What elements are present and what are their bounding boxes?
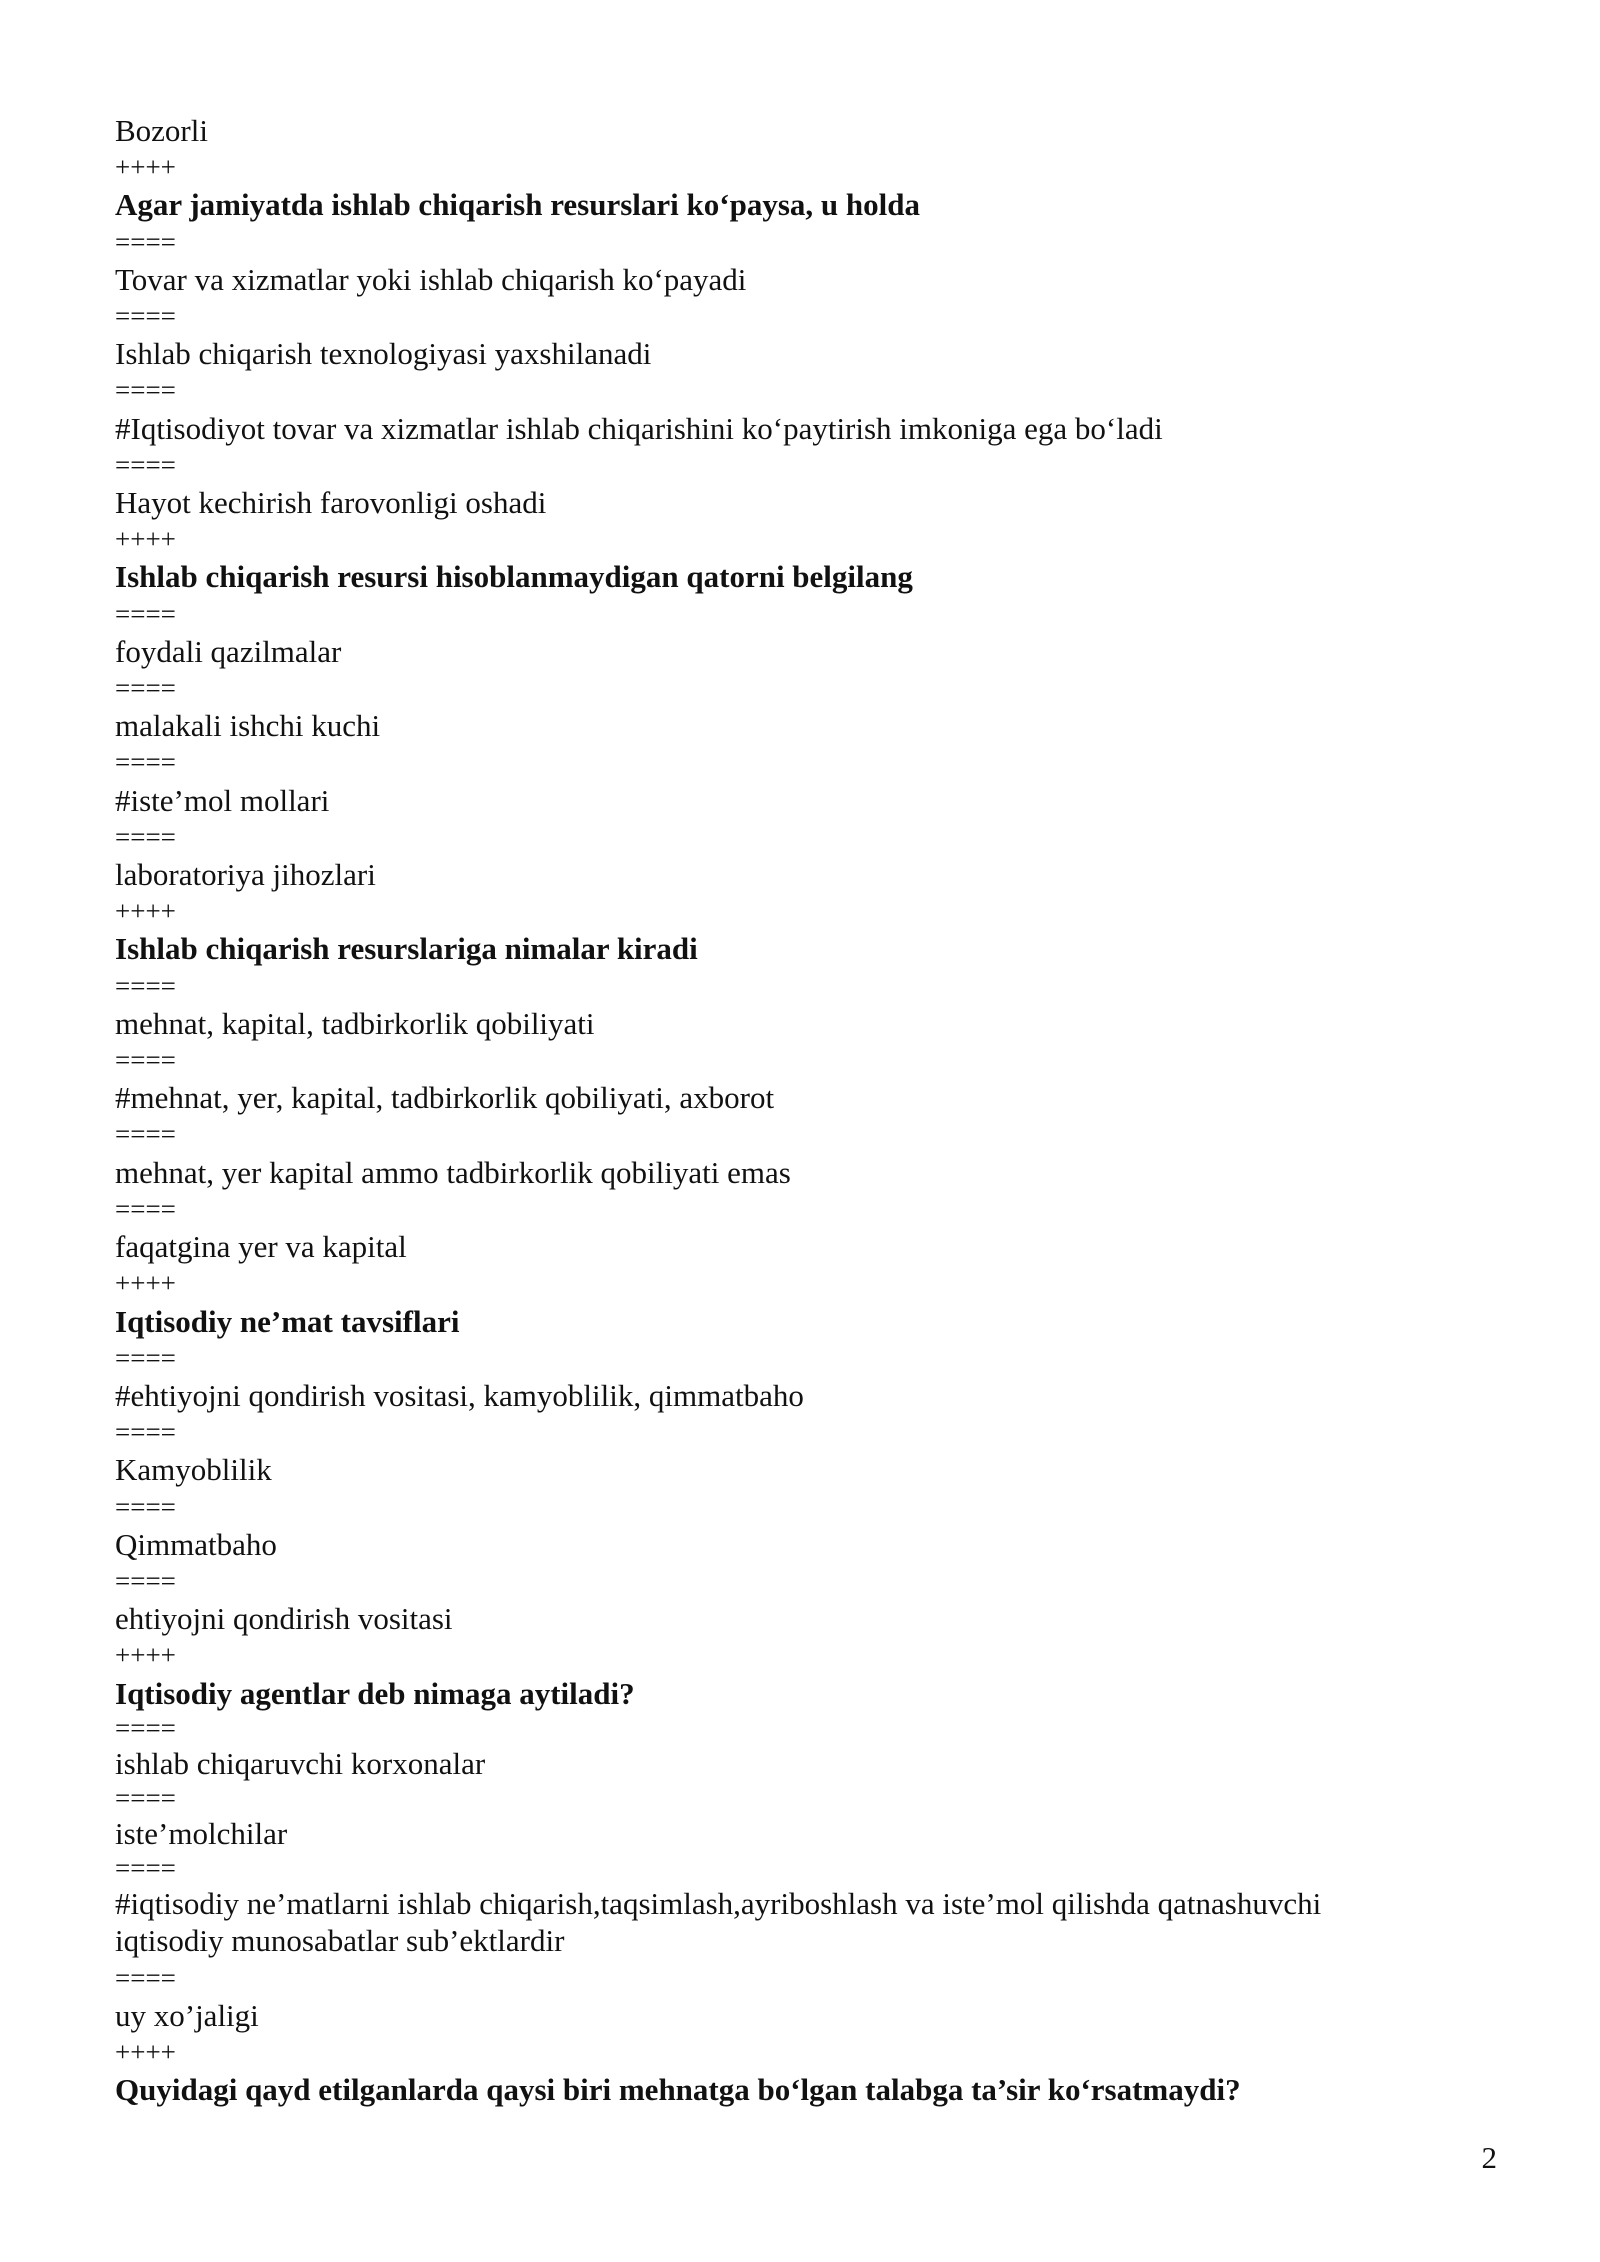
separator-line: ==== [115,970,176,1001]
answer-option: malakali ishchi kuchi [115,708,381,744]
separator-line: ==== [115,673,176,704]
question-text: Agar jamiyatda ishlab chiqarish resurslari ko‘paysa, u holda [115,187,920,223]
question-text: Quyidagi qayd etilganlarda qaysi biri mehnatga bo‘lgan talabga ta’sir ko‘rsatmaydi? [115,2072,1241,2108]
question-text: Iqtisodiy ne’mat tavsiflari [115,1303,460,1339]
separator-line: ==== [115,1045,176,1076]
answer-option: Ishlab chiqarish texnologiyasi yaxshilanadi [115,336,652,372]
separator-line: ++++ [115,524,176,555]
separator-line: ==== [115,598,176,629]
answer-option: #mehnat, yer, kapital, tadbirkorlik qobiliyati, axborot [115,1080,775,1116]
answer-option: #iqtisodiy ne’matlarni ishlab chiqarish,taqsimlash,ayriboshlash va iste’mol qilishda qatnashuvchi [115,1886,1322,1922]
page-number: 2 [1481,2140,1497,2175]
separator-line: ==== [115,1782,176,1813]
answer-option: iste’molchilar [115,1815,288,1851]
separator-line: ==== [115,301,176,332]
question-text: Ishlab chiqarish resursi hisoblanmaydigan qatorni belgilang [115,559,913,595]
page-content [115,112,1445,2108]
separator-line: ==== [115,1565,176,1596]
answer-option: Bozorli [115,113,208,148]
separator-line: ==== [115,226,176,257]
question-text: Ishlab chiqarish resurslariga nimalar kiradi [115,931,698,967]
answer-option: Hayot kechirish farovonligi oshadi [115,485,547,521]
answer-option: Kamyoblilik [115,1452,272,1488]
separator-line: ==== [115,1712,176,1743]
answer-option: ehtiyojni qondirish vositasi [115,1601,453,1637]
separator-line: ==== [115,1342,176,1373]
answer-option: #ehtiyojni qondirish vositasi, kamyoblilik, qimmatbaho [115,1377,804,1413]
answer-option: #Iqtisodiyot tovar va xizmatlar ishlab chiqarishini ko‘paytirish imkoniga ega bo‘ladi [115,410,1163,446]
answer-option: ishlab chiqaruvchi korxonalar [115,1745,486,1781]
answer-option: foydali qazilmalar [115,633,342,669]
answer-option: Qimmatbaho [115,1526,277,1562]
separator-line: ==== [115,1491,176,1522]
separator-line: ++++ [115,896,176,927]
separator-line: ++++ [115,152,176,183]
answer-option: #iste’mol mollari [115,782,330,818]
separator-line: ==== [115,1853,176,1884]
answer-option: faqatgina yer va kapital [115,1229,407,1265]
separator-line: ==== [115,1417,176,1448]
separator-line: ++++ [115,1640,176,1671]
separator-line: ==== [115,449,176,480]
answer-option: mehnat, kapital, tadbirkorlik qobiliyati [115,1005,595,1041]
separator-line: ++++ [115,1268,176,1299]
answer-option: Tovar va xizmatlar yoki ishlab chiqarish ko‘payadi [115,261,747,297]
question-text: Iqtisodiy agentlar deb nimaga aytiladi? [115,1675,635,1711]
separator-line: ==== [115,1962,176,1993]
separator-line: ==== [115,1193,176,1224]
separator-line: ==== [115,821,176,852]
answer-option: laboratoriya jihozlari [115,857,376,893]
separator-line: ==== [115,375,176,406]
answer-option: mehnat, yer kapital ammo tadbirkorlik qobiliyati emas [115,1154,791,1190]
answer-option: iqtisodiy munosabatlar sub’ektlardir [115,1923,565,1959]
answer-option: uy xo’jaligi [115,1997,259,2033]
separator-line: ==== [115,1119,176,1150]
separator-line: ++++ [115,2036,176,2067]
separator-line: ==== [115,747,176,778]
